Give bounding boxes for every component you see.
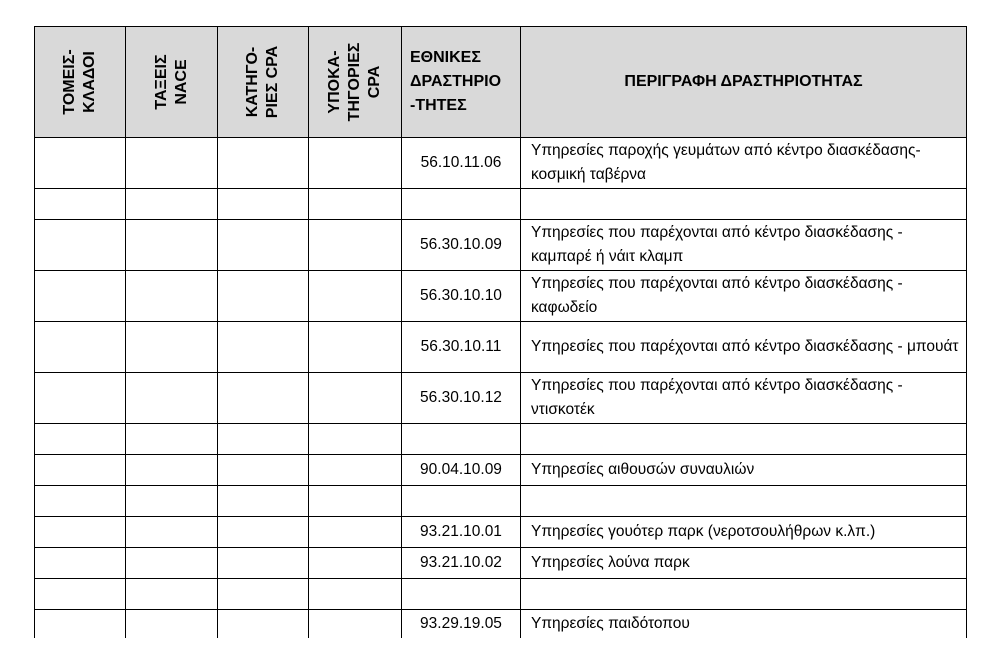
activity-code [402, 189, 521, 220]
table-row [35, 271, 967, 322]
table-row [35, 322, 967, 373]
table-row [35, 579, 967, 610]
activity-description: Υπηρεσίες που παρέχονται από κέντρο διασκέδασης - μπουάτ [521, 322, 967, 373]
table-row [35, 610, 967, 639]
activity-description [521, 424, 967, 455]
activity-table [34, 26, 967, 638]
header-nace-classes: ΤΑΞΕΙΣ NACE [126, 27, 218, 138]
table-row [35, 486, 967, 517]
activity-description [521, 486, 967, 517]
activity-description [521, 579, 967, 610]
table-row [35, 424, 967, 455]
activity-description: Υπηρεσίες που παρέχονται από κέντρο διασκέδασης - ντισκοτέκ [521, 373, 967, 424]
table-row [35, 548, 967, 579]
table-row [35, 220, 967, 271]
activity-code [402, 424, 521, 455]
table-row [35, 517, 967, 548]
header-national-activities: ΕΘΝΙΚΕΣ ΔΡΑΣΤΗΡΙΟ -ΤΗΤΕΣ [402, 27, 521, 138]
header-cpa-subcategories: ΥΠΟΚΑ- ΤΗΓΟΡΙΕΣ CPA [309, 27, 402, 138]
activity-code: 93.21.10.02 [402, 548, 521, 579]
header-sectors: ΤΟΜΕΙΣ- ΚΛΑΔΟΙ [35, 27, 126, 138]
header-row [35, 27, 967, 138]
activity-description [521, 189, 967, 220]
activity-code: 56.10.11.06 [402, 138, 521, 189]
activity-code: 56.30.10.11 [402, 322, 521, 373]
activity-description: Υπηρεσίες αιθουσών συναυλιών [521, 455, 967, 486]
activity-code: 90.04.10.09 [402, 455, 521, 486]
activity-code: 56.30.10.09 [402, 220, 521, 271]
table-row [35, 138, 967, 189]
activity-description: Υπηρεσίες παροχής γευμάτων από κέντρο διασκέδασης-κοσμική ταβέρνα [521, 138, 967, 189]
activity-code: 56.30.10.12 [402, 373, 521, 424]
activity-description: Υπηρεσίες παιδότοπου [521, 610, 967, 639]
activity-description: Υπηρεσίες που παρέχονται από κέντρο διασκέδασης - καμπαρέ ή νάιτ κλαμπ [521, 220, 967, 271]
activity-code: 93.29.19.05 [402, 610, 521, 639]
activity-description: Υπηρεσίες γουότερ παρκ (νεροτσουλήθρων κ.λπ.) [521, 517, 967, 548]
activity-code: 56.30.10.10 [402, 271, 521, 322]
table-row [35, 189, 967, 220]
header-cpa-categories: ΚΑΤΗΓΟ- ΡΙΕΣ CPA [218, 27, 309, 138]
activity-description: Υπηρεσίες λούνα παρκ [521, 548, 967, 579]
activity-code [402, 579, 521, 610]
activity-code [402, 486, 521, 517]
table-row [35, 455, 967, 486]
activity-code: 93.21.10.01 [402, 517, 521, 548]
table-row [35, 373, 967, 424]
activity-description: Υπηρεσίες που παρέχονται από κέντρο διασκέδασης - καφωδείο [521, 271, 967, 322]
header-activity-description: ΠΕΡΙΓΡΑΦΗ ΔΡΑΣΤΗΡΙΟΤΗΤΑΣ [521, 27, 967, 138]
